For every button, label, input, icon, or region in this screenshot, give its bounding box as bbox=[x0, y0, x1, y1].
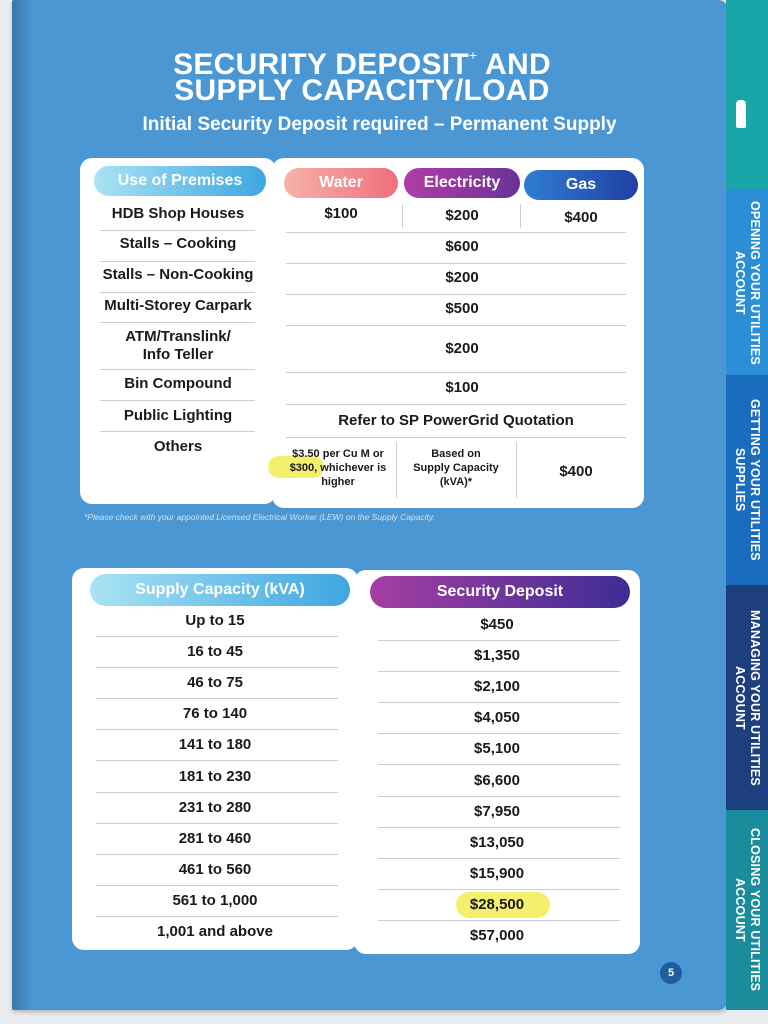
kva-range: 1,001 and above bbox=[157, 923, 273, 940]
deposit-amount: $450 bbox=[480, 616, 514, 633]
row-divider bbox=[286, 294, 626, 295]
tab-marker-icon bbox=[736, 100, 746, 128]
page-title-line2: SUPPLY CAPACITY/LOAD bbox=[174, 74, 550, 107]
deposit-amount: $2,100 bbox=[474, 678, 520, 696]
page-binding-shadow bbox=[12, 0, 32, 1010]
deposit-amount: $13,050 bbox=[469, 833, 525, 851]
public-lighting-quotation: Refer to SP PowerGrid Quotation bbox=[338, 412, 574, 429]
tab-opening-account[interactable] bbox=[726, 190, 768, 375]
others-electricity-rate bbox=[398, 444, 514, 492]
kva-range: 281 to 460 bbox=[178, 829, 252, 847]
kva-range: 141 to 180 bbox=[178, 736, 252, 754]
tab-getting-label: GETTING YOUR UTILITIES SUPPLIES bbox=[733, 399, 762, 561]
header-water: Water bbox=[284, 168, 398, 198]
premises-public-lighting: Public Lighting bbox=[123, 407, 233, 424]
kva-range: 181 to 230 bbox=[178, 767, 252, 785]
premises-multi-storey-carpark: Multi-Storey Carpark bbox=[104, 297, 252, 314]
tab-managing-account[interactable] bbox=[726, 585, 768, 810]
electricity-value: $100 bbox=[445, 379, 479, 396]
deposit-amount: $7,950 bbox=[474, 802, 520, 820]
deposit-amount: $1,350 bbox=[474, 647, 520, 665]
row-divider bbox=[286, 437, 626, 438]
row-divider bbox=[286, 404, 626, 405]
col-divider bbox=[516, 442, 517, 498]
kva-range: Up to 15 bbox=[185, 612, 245, 629]
kva-range: 76 to 140 bbox=[182, 705, 248, 723]
others-water-line3: higher bbox=[321, 476, 355, 488]
tab-opening-label: OPENING YOUR UTILITIES ACCOUNT bbox=[733, 200, 762, 365]
deposit-amount: $28,500 bbox=[469, 895, 525, 913]
kva-range: 561 to 1,000 bbox=[172, 891, 258, 909]
electricity-value: $200 bbox=[445, 340, 479, 357]
tab-getting-supplies[interactable] bbox=[726, 375, 768, 585]
electricity-value: $200 bbox=[445, 207, 479, 224]
kva-range: 16 to 45 bbox=[187, 643, 243, 661]
electricity-value: $600 bbox=[445, 238, 479, 255]
row-divider bbox=[100, 431, 255, 432]
others-water-rate bbox=[280, 444, 396, 492]
others-water-line1: $3.50 per Cu M or bbox=[292, 448, 384, 460]
header-supply-capacity: Supply Capacity (kVA) bbox=[90, 574, 350, 606]
row-divider bbox=[286, 232, 626, 233]
deposit-amount: $5,100 bbox=[474, 740, 520, 758]
premises-atm-line1: ATM/Translink/ bbox=[125, 328, 231, 345]
kva-range: 231 to 280 bbox=[178, 798, 252, 816]
footnote: *Please check with your appointed Licensed Electrical Worker (LEW) on the Supply Capacity. bbox=[84, 512, 435, 522]
tab-closing-account[interactable] bbox=[726, 810, 768, 1010]
row-divider bbox=[100, 230, 255, 231]
others-elec-line3: (kVA)* bbox=[439, 476, 473, 488]
col-divider bbox=[520, 204, 521, 228]
others-gas-value: $400 bbox=[559, 463, 593, 480]
others-elec-line1: Based on bbox=[431, 448, 481, 460]
deposit-amount: $6,600 bbox=[474, 771, 520, 789]
page-subtitle: Initial Security Deposit required – Permanent Supply bbox=[142, 114, 617, 135]
kva-range: 46 to 75 bbox=[187, 674, 243, 692]
premises-bin-compound: Bin Compound bbox=[124, 375, 232, 392]
deposit-amount: $15,900 bbox=[469, 864, 525, 882]
deposit-amount: $57,000 bbox=[469, 927, 525, 944]
header-gas: Gas bbox=[524, 170, 638, 200]
electricity-value: $500 bbox=[445, 300, 479, 317]
row-divider bbox=[286, 325, 626, 326]
electricity-value: $200 bbox=[445, 269, 479, 286]
row-divider bbox=[100, 322, 255, 323]
row-divider bbox=[286, 263, 626, 264]
header-security-deposit: Security Deposit bbox=[370, 576, 630, 608]
col-divider bbox=[396, 442, 397, 498]
gas-value: $400 bbox=[564, 209, 598, 226]
premises-atm-line2: Info Teller bbox=[142, 346, 214, 363]
deposit-amount: $4,050 bbox=[474, 709, 520, 727]
others-elec-line2: Supply Capacity bbox=[413, 462, 499, 474]
row-divider bbox=[286, 372, 626, 373]
premises-others: Others bbox=[153, 438, 203, 455]
page-number: 5 bbox=[660, 962, 682, 984]
water-value: $100 bbox=[324, 205, 358, 222]
row-divider bbox=[100, 369, 255, 370]
header-use-of-premises: Use of Premises bbox=[94, 166, 266, 196]
page-title-line1: SECURITY DEPOSIT+ AND bbox=[173, 47, 551, 81]
premises-stalls-cooking: Stalls – Cooking bbox=[119, 235, 237, 252]
row-divider bbox=[100, 400, 255, 401]
col-divider bbox=[402, 204, 403, 228]
tab-managing-label: MANAGING YOUR UTILITIES ACCOUNT bbox=[733, 609, 762, 786]
row-divider bbox=[100, 261, 255, 262]
kva-range: 461 to 560 bbox=[178, 860, 252, 878]
premises-hdb-shop-houses: HDB Shop Houses bbox=[111, 205, 245, 222]
row-divider bbox=[100, 292, 255, 293]
tab-top-strip bbox=[726, 0, 768, 190]
tab-closing-label: CLOSING YOUR UTILITIES ACCOUNT bbox=[733, 828, 762, 992]
others-water-line2: $300, whichever is bbox=[289, 462, 387, 474]
header-electricity: Electricity bbox=[404, 168, 520, 198]
premises-stalls-non-cooking: Stalls – Non-Cooking bbox=[102, 266, 254, 283]
premises-atm-translink bbox=[82, 326, 274, 366]
